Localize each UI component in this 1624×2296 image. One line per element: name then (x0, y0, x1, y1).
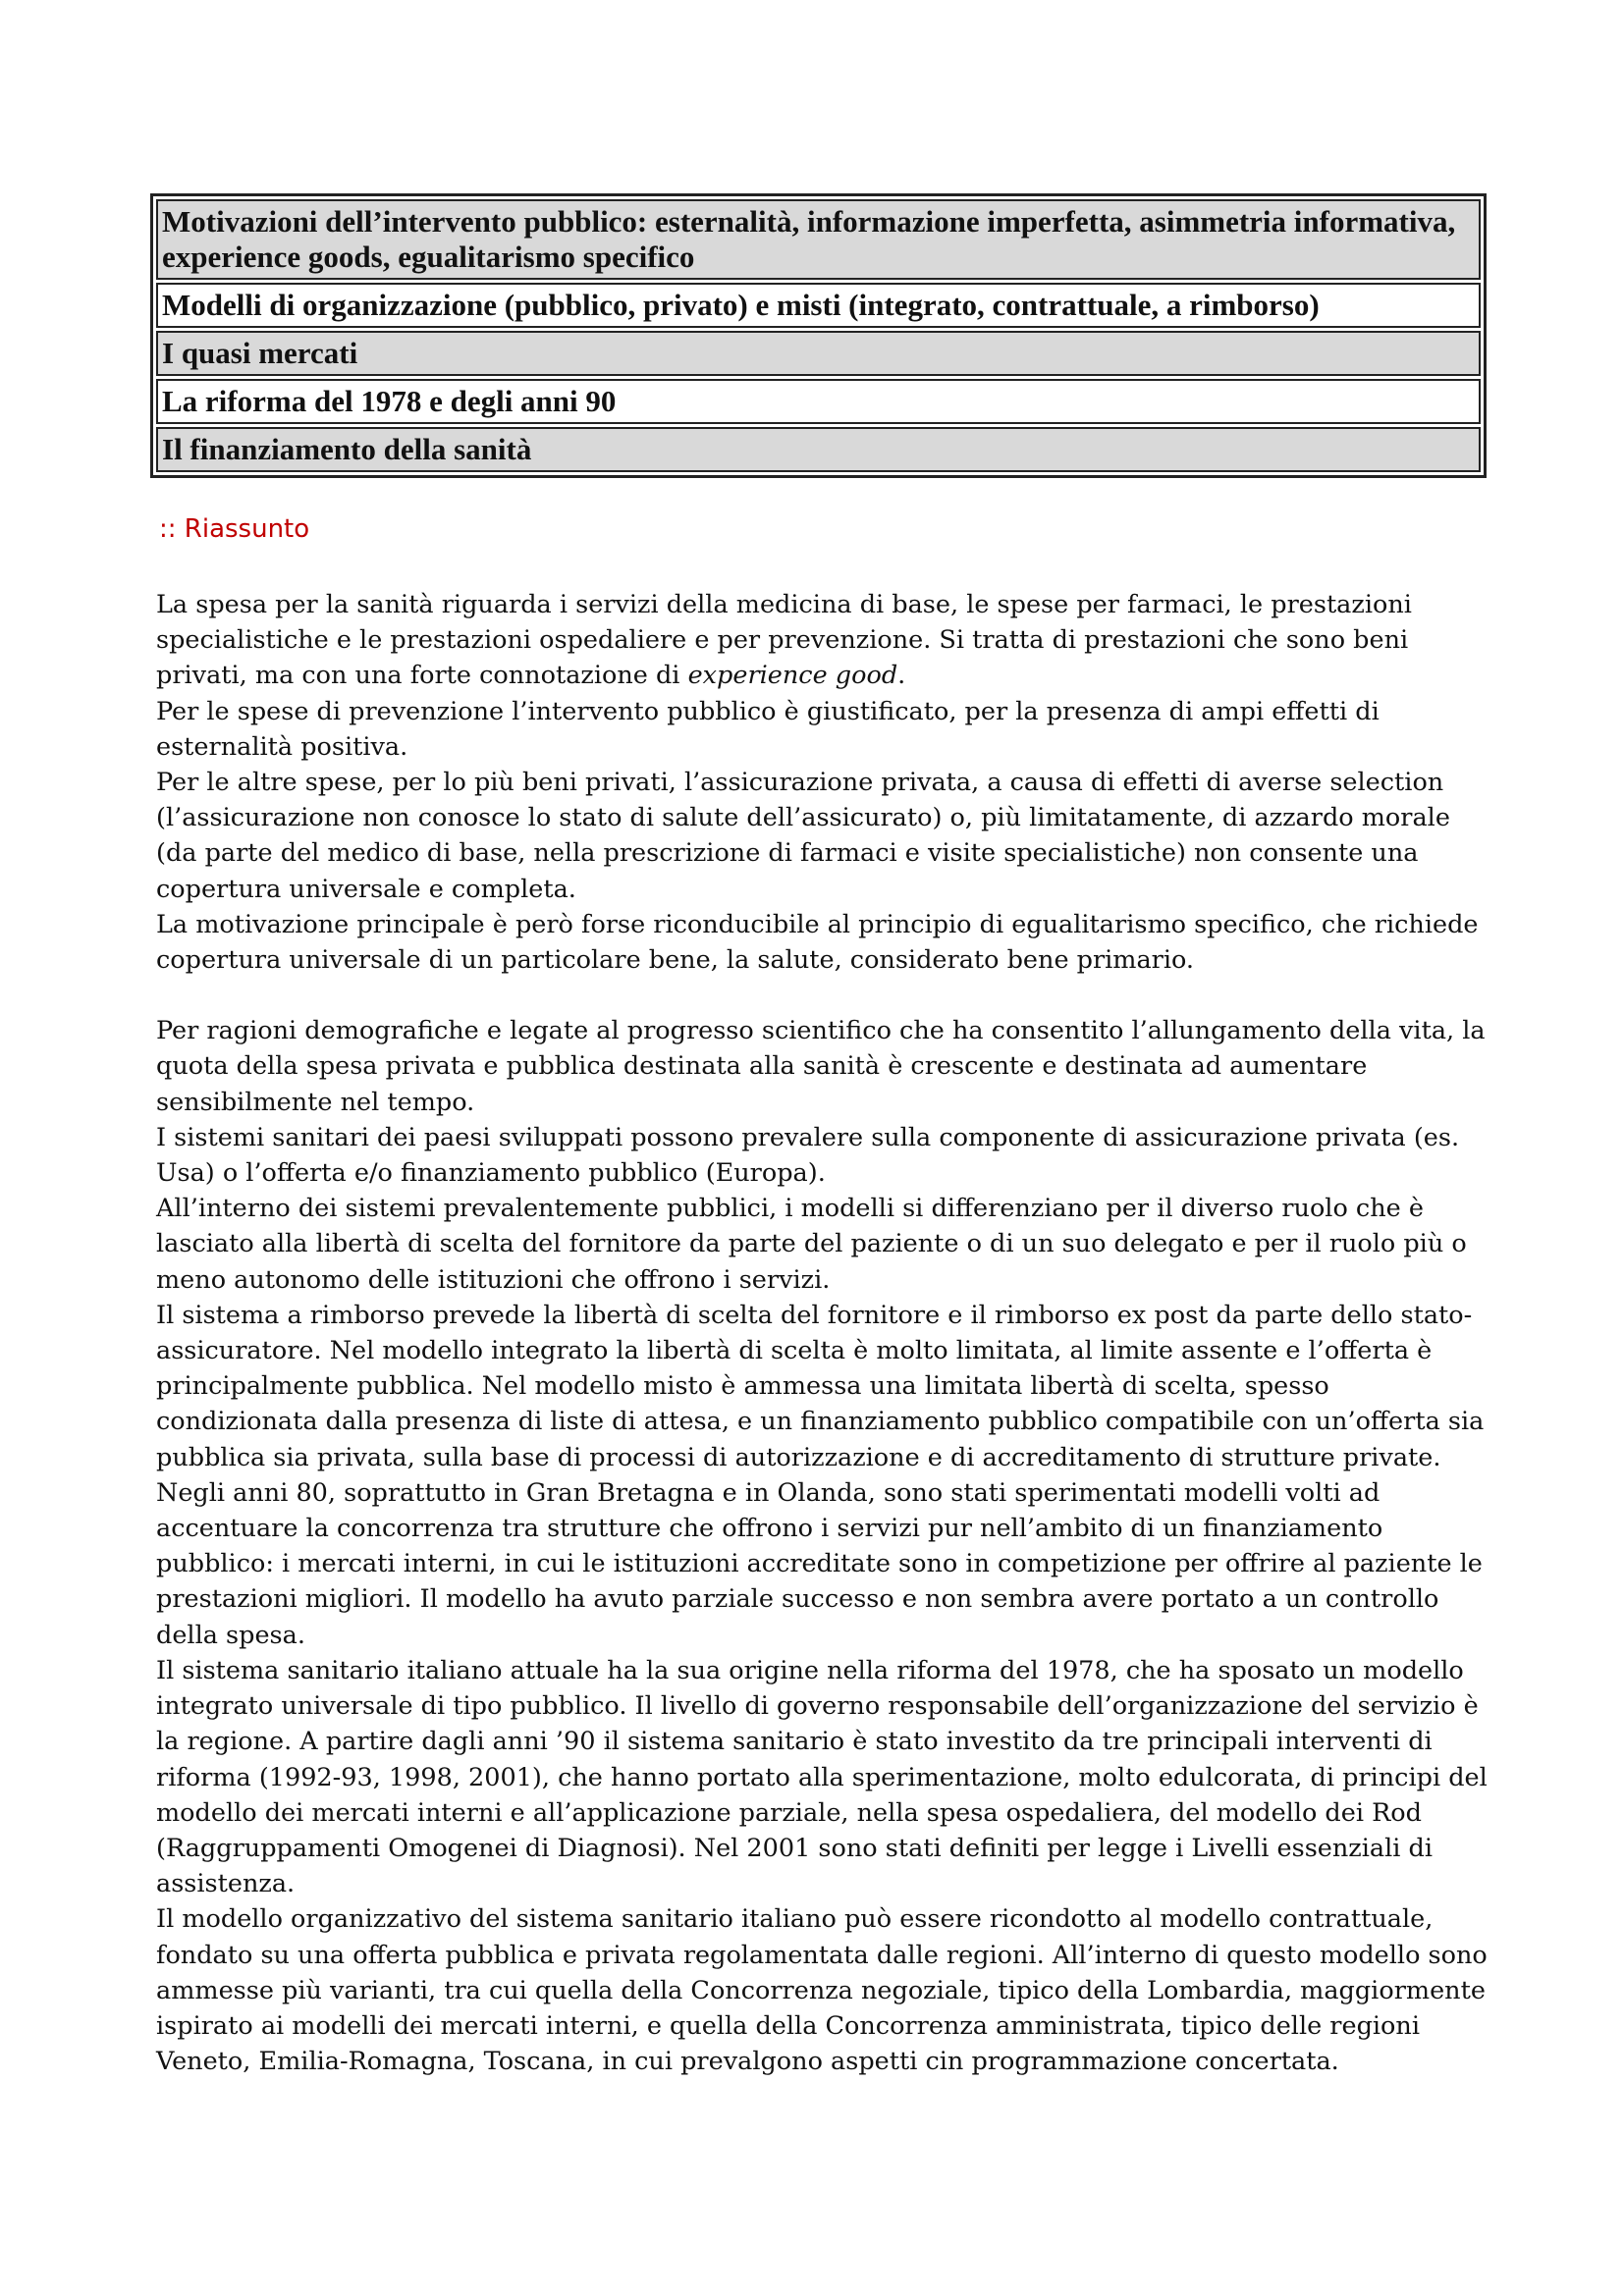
summary-paragraph: Il sistema sanitario italiano attuale ha la sua origine nella riforma del 1978, che ha sposato un modello integrato universale di tipo pubblico. Il livello di governo responsabile dell’organizzazione del servizio è la regione. A partire dagli anni ’90 il sistema sanitario è stato investito da tre principali interventi di riforma (1992-93, 1998, 2001), che hanno portato alla sperimentazione, molto edulcorata, di principi del modello dei mercati interni e all’applicazione parziale, nella spesa ospedaliera, del modello dei Rod (Raggruppamenti Omogenei di Diagnosi). Nel 2001 sono stati definiti per legge i Livelli essenziali di assistenza. (156, 1655, 1488, 1899)
summary-paragraph: Il sistema a rimborso prevede la libertà di scelta del fornitore e il rimborso ex post da parte dello stato-assicuratore. Nel modello integrato la libertà di scelta è molto limitata, al limite assente e l’offerta è principalmente pubblica. Nel modello misto è ammessa una limitata libertà di scelta, spesso condizionata dalla presenza di liste di attesa, e un finanziamento pubblico compatibile con un’offerta sia pubblica sia privata, sulla base di processi di autorizzazione e di accreditamento di strutture private. (156, 1300, 1485, 1472)
summary-paragraph: La motivazione principale è però forse riconducibile al principio di egualitarismo specifico, che richiede copertura universale di un particolare bene, la salute, considerato bene primario. (156, 909, 1479, 976)
topic-row: Il finanziamento della sanità (156, 427, 1481, 472)
paragraph-text: . (897, 661, 906, 691)
summary-paragraph: I sistemi sanitari dei paesi sviluppati possono prevalere sulla componente di assicurazione privata (es. Usa) o l’offerta e/o finanziamento pubblico (Europa). (156, 1122, 1460, 1189)
topics-table (150, 193, 1487, 478)
topic-row: Modelli di organizzazione (pubblico, privato) e misti (integrato, contrattuale, a rimborso) (156, 283, 1481, 328)
summary-paragraph: Il modello organizzativo del sistema sanitario italiano può essere ricondotto al modello contrattuale, fondato su una offerta pubblica e privata regolamentata dalle regioni. All’interno di questo modello sono ammesse più varianti, tra cui quella della Concorrenza negoziale, tipico della Lombardia, maggiormente ispirato ai modelli dei mercati interni, e quella della Concorrenza amministrata, tipico delle regioni Veneto, Emilia-Romagna, Toscana, in cui prevalgono aspetti cin programmazione concertata. (156, 1904, 1488, 2077)
topic-row: La riforma del 1978 e degli anni 90 (156, 379, 1481, 424)
topic-row: I quasi mercati (156, 331, 1481, 376)
summary-paragraph (156, 587, 1496, 694)
summary-paragraph: Negli anni 80, soprattutto in Gran Bretagna e in Olanda, sono stati sperimentati modelli volti ad accentuare la concorrenza tra strutture che offrono i servizi pur nell’ambito di un finanziamento pubblico: i mercati interni, in cui le istituzioni accreditate sono in competizione per offrire al paziente le prestazioni migliori. Il modello ha avuto parziale successo e non sembra avere portato a un controllo della spesa. (156, 1477, 1483, 1650)
summary-paragraph: Per le altre spese, per lo più beni privati, l’assicurazione privata, a causa di effetti di averse selection (l’assicurazione non conosce lo stato di salute dell’assicurato) o, più limitatamente, di azzardo morale (da parte del medico di base, nella prescrizione di farmaci e visite specialistiche) non consente una copertura universale e completa. (156, 768, 1450, 904)
summary-paragraph: Per ragioni demografiche e legate al progresso scientifico che ha consentito l’allungamento della vita, la quota della spesa privata e pubblica destinata alla sanità è crescente e destinata ad aumentare sensibilmente nel tempo. (156, 1016, 1486, 1117)
italic-term: experience good (687, 661, 898, 691)
summary-paragraph: All’interno dei sistemi prevalentemente pubblici, i modelli si differenziano per il diverso ruolo che è lasciato alla libertà di scelta del fornitore da parte del paziente o di un suo delegato e per il ruolo più o meno autonomo delle istituzioni che offrono i servizi. (156, 1194, 1467, 1295)
summary-heading: :: Riassunto (159, 514, 310, 544)
summary-body (156, 587, 1496, 2079)
paragraph-text: La spesa per la sanità riguarda i servizi della medicina di base, le spese per farmaci, le prestazioni specialistiche e le prestazioni ospedaliere e per prevenzione. Si tratta di prestazioni che sono beni privati, ma con una forte connotazione di (156, 590, 1412, 691)
topic-row: Motivazioni dell’intervento pubblico: esternalità, informazione imperfetta, asimmetria informativa, experience goods, egualitarismo specifico (156, 199, 1481, 280)
summary-paragraph: Per le spese di prevenzione l’intervento pubblico è giustificato, per la presenza di ampi effetti di esternalità positiva. (156, 696, 1380, 762)
